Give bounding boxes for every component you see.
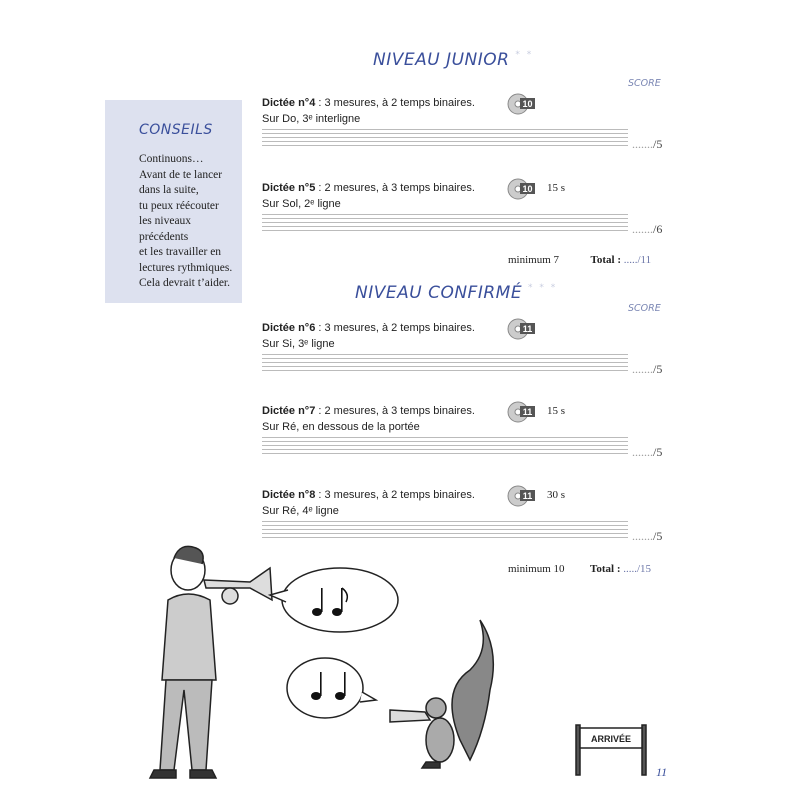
cd-track-icon[interactable] xyxy=(507,317,537,341)
duration: 15 s xyxy=(547,182,566,194)
stars-icon: * * * xyxy=(527,283,558,293)
cd-track-number: 11 xyxy=(522,491,533,501)
dictee-desc: : 3 mesures, à 2 temps binaires. xyxy=(315,322,475,334)
level-title-junior xyxy=(373,50,533,70)
level-title-text: NIVEAU JUNIOR xyxy=(373,50,510,70)
illustration xyxy=(140,540,660,780)
cd-track-icon[interactable] xyxy=(507,400,537,424)
dictee-desc: : 3 mesures, à 2 temps binaires. xyxy=(315,97,475,109)
conseils-line: les niveaux xyxy=(139,215,192,227)
cd-track-number: 10 xyxy=(522,99,533,109)
conseils-line: précédents xyxy=(139,230,189,243)
page-number: 11 xyxy=(656,765,668,779)
cd-track-number: 11 xyxy=(522,407,533,417)
total-label: Total : xyxy=(590,563,621,575)
conseils-line: Continuons… xyxy=(139,153,204,165)
conseils-title: CONSEILS xyxy=(139,122,213,138)
dictee-label: Dictée n°4 xyxy=(262,97,316,109)
points: ......./5 xyxy=(632,362,663,376)
dictee-label: Dictée n°5 xyxy=(262,182,316,194)
total-junior: minimum 7 Total : ...../11 xyxy=(508,254,652,266)
points: ......./5 xyxy=(632,529,663,543)
answer-staff[interactable] xyxy=(262,214,628,234)
dictee-note: Sur Sol, 2ᵉ ligne xyxy=(262,198,341,210)
conseils-box xyxy=(105,100,242,303)
conseils-line: tu peux réécouter xyxy=(139,199,219,212)
dictee-label: Dictée n°7 xyxy=(262,405,316,417)
answer-staff[interactable] xyxy=(262,437,628,457)
conseils-text xyxy=(139,152,232,292)
level-title-text: NIVEAU CONFIRMÉ xyxy=(355,283,523,303)
score-label: SCORE xyxy=(628,303,661,314)
boy-trumpet-icon xyxy=(150,546,272,778)
total-label: Total : xyxy=(590,254,621,266)
dictee-desc: : 2 mesures, à 3 temps binaires. xyxy=(315,405,475,417)
dictee-desc: : 2 mesures, à 3 temps binaires. xyxy=(315,182,475,194)
squirrel-trumpet-icon xyxy=(390,620,493,768)
total-value: /15 xyxy=(637,563,652,575)
duration: 15 s xyxy=(547,405,566,417)
dictee-note: Sur Ré, en dessous de la portée xyxy=(262,421,420,433)
cd-track-number: 11 xyxy=(522,324,533,334)
dictee-label: Dictée n°8 xyxy=(262,489,316,501)
cd-track-icon[interactable] xyxy=(507,92,537,116)
sign-text: ARRIVÉE xyxy=(590,734,632,744)
arrivee-sign-icon xyxy=(576,725,646,775)
conseils-line: Avant de te lancer xyxy=(139,168,223,181)
speech-bubble-icon xyxy=(287,658,376,718)
cd-track-icon[interactable] xyxy=(507,484,537,508)
answer-staff[interactable] xyxy=(262,521,628,541)
cd-track-icon[interactable] xyxy=(507,177,537,201)
points: ......./5 xyxy=(632,445,663,459)
conseils-line: Cela devrait t’aider. xyxy=(139,277,231,289)
minimum-label: minimum 7 xyxy=(508,254,560,266)
stars-icon: * * xyxy=(515,50,534,60)
answer-staff[interactable] xyxy=(262,129,628,149)
conseils-line: et les travailler en xyxy=(139,246,222,258)
dictee-note: Sur Si, 3ᵉ ligne xyxy=(262,338,335,350)
total-value: /11 xyxy=(637,254,652,266)
points: ......./5 xyxy=(632,137,663,151)
dictee-desc: : 3 mesures, à 2 temps binaires. xyxy=(315,489,475,501)
level-title-confirme xyxy=(355,283,557,303)
answer-staff[interactable] xyxy=(262,354,628,374)
speech-bubble-icon xyxy=(270,568,398,632)
dictee-label: Dictée n°6 xyxy=(262,322,316,334)
total-confirme: minimum 10 Total : ...../15 xyxy=(508,563,652,575)
score-label: SCORE xyxy=(628,78,661,89)
cd-track-number: 10 xyxy=(522,184,533,194)
conseils-line: dans la suite, xyxy=(139,184,199,196)
points: ......./6 xyxy=(632,222,663,236)
dictee-note: Sur Do, 3ᵉ interligne xyxy=(262,113,361,125)
minimum-label: minimum 10 xyxy=(508,563,565,575)
dictee-note: Sur Ré, 4ᵉ ligne xyxy=(262,505,339,517)
duration: 30 s xyxy=(547,489,566,501)
conseils-line: lectures rythmiques. xyxy=(139,261,233,274)
